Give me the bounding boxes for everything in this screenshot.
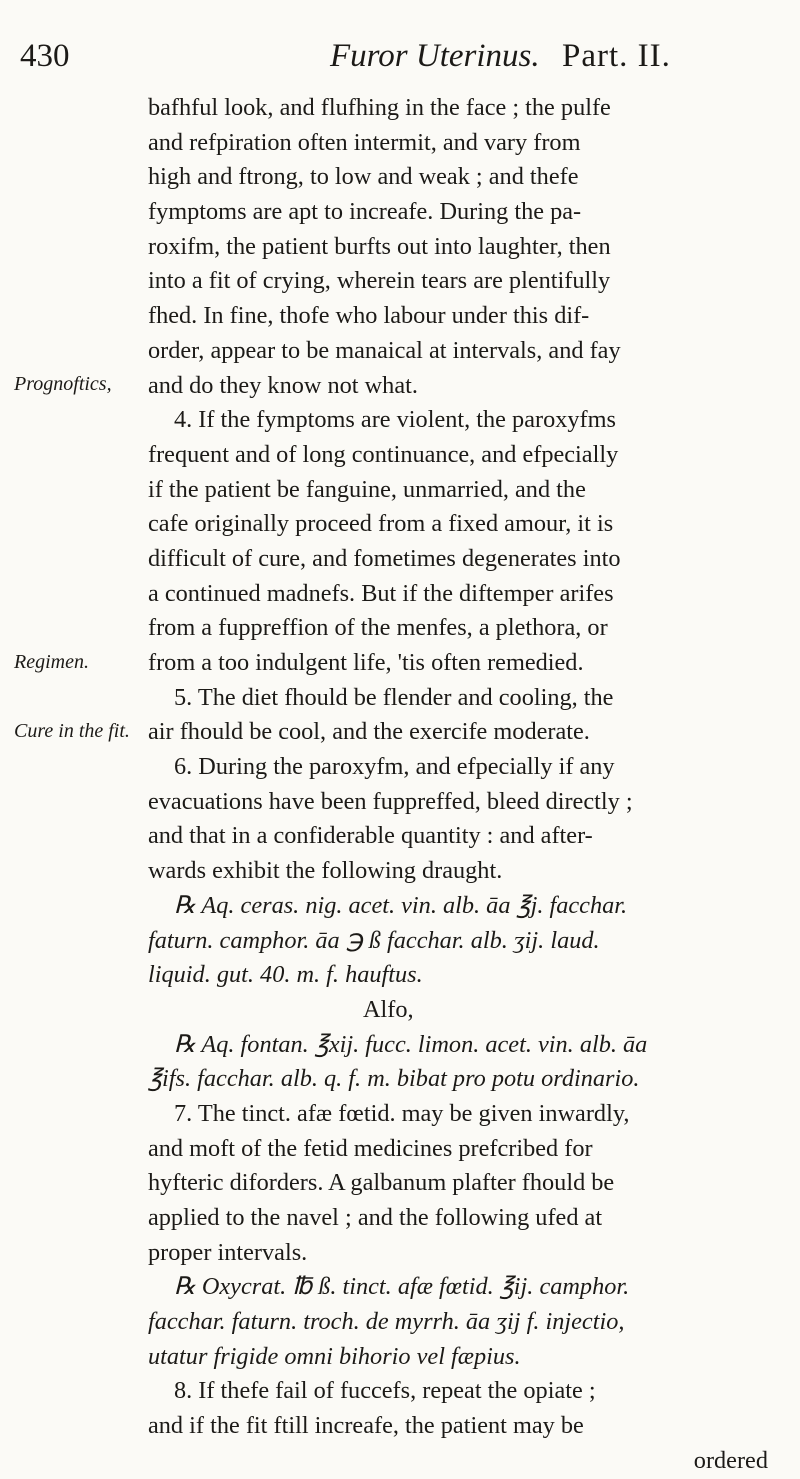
paragraph-5-start: 5. The diet fhould be flender and cooling, the: [174, 683, 614, 711]
text-line: and refpiration often intermit, and vary from: [148, 128, 581, 156]
prescription-line: ℞ Oxycrat. ℔ ß. tinct. afæ fœtid. ℥ij. camphor.: [174, 1273, 630, 1301]
text-line: into a fit of crying, wherein tears are plentifully: [148, 267, 611, 295]
text-line: air fhould be cool, and the exercife moderate.: [148, 718, 590, 746]
prescription-line: ℞ Aq. fontan. ℥xij. fucc. limon. acet. vin. alb. āa: [174, 1030, 648, 1058]
text-line: hyfteric diforders. A galbanum plafter fhould be: [148, 1169, 615, 1197]
page-number: 430: [20, 38, 70, 74]
text-line: high and ftrong, to low and weak ; and thefe: [148, 163, 579, 191]
text-line: difficult of cure, and fometimes degenerates into: [148, 544, 621, 572]
prescription-line: ℞ Aq. ceras. nig. acet. vin. alb. āa ℥j. facchar.: [174, 891, 628, 919]
text-line: a continued madnefs. But if the diftemper arifes: [148, 579, 614, 607]
body-text: [148, 91, 768, 1479]
catchword: ordered: [693, 1446, 768, 1474]
text-line: bafhful look, and flufhing in the face ; the pulfe: [148, 94, 611, 121]
text-line: from a fuppreffion of the menfes, a plethora, or: [148, 614, 608, 642]
text-line: and do they know not what.: [148, 371, 418, 399]
paragraph-4-start: 4. If the fymptoms are violent, the paroxyfms: [174, 406, 616, 434]
prescription-line: faturn. camphor. āa ℈ ß facchar. alb. ʒij. laud.: [148, 926, 600, 954]
margin-note-cure: Cure in the fit.: [14, 720, 130, 742]
paragraph-8-start: 8. If thefe fail of fuccefs, repeat the opiate ;: [174, 1377, 596, 1405]
text-line: from a too indulgent life, 'tis often remedied.: [148, 649, 584, 676]
also-line: Alfo,: [363, 995, 414, 1023]
prescription-line: ℥ifs. facchar. alb. q. f. m. bibat pro potu ordinario.: [148, 1065, 640, 1093]
text-line: cafe originally proceed from a fixed amour, it is: [148, 510, 614, 538]
paragraph-7-start: 7. The tinct. afæ fœtid. may be given inwardly,: [174, 1099, 630, 1127]
paragraph-6-start: 6. During the paroxyfm, and efpecially if any: [174, 753, 615, 781]
text-line: if the patient be fanguine, unmarried, and the: [148, 475, 586, 503]
part-label: Part. II.: [562, 38, 671, 74]
margin-note-regimen: Regimen.: [14, 651, 89, 673]
text-line: frequent and of long continuance, and efpecially: [148, 440, 619, 468]
margin-note-prognostics: Prognoftics,: [14, 373, 112, 395]
text-line: fhed. In fine, thofe who labour under this dif-: [148, 302, 590, 330]
page-header: [0, 38, 800, 88]
prescription-line: facchar. faturn. troch. de myrrh. āa ʒij f. injectio,: [148, 1308, 625, 1336]
text-line: evacuations have been fuppreffed, bleed directly ;: [148, 787, 633, 815]
prescription-line: liquid. gut. 40. m. f. hauftus.: [148, 961, 423, 989]
text-line: and moft of the fetid medicines prefcribed for: [148, 1134, 593, 1162]
text-line: wards exhibit the following draught.: [148, 857, 503, 885]
text-line: applied to the navel ; and the following ufed at: [148, 1204, 603, 1231]
text-line: and that in a confiderable quantity : and after-: [148, 822, 593, 850]
text-line: proper intervals.: [148, 1238, 308, 1266]
text-line: fymptoms are apt to increafe. During the pa-: [148, 198, 582, 226]
prescription-line: utatur frigide omni bihorio vel fæpius.: [148, 1342, 521, 1370]
text-line: roxifm, the patient burfts out into laughter, then: [148, 232, 611, 260]
text-line: order, appear to be manaical at intervals, and fay: [148, 336, 621, 364]
running-title: Furor Uterinus.: [330, 38, 540, 74]
text-line: and if the fit ftill increafe, the patient may be: [148, 1412, 584, 1440]
